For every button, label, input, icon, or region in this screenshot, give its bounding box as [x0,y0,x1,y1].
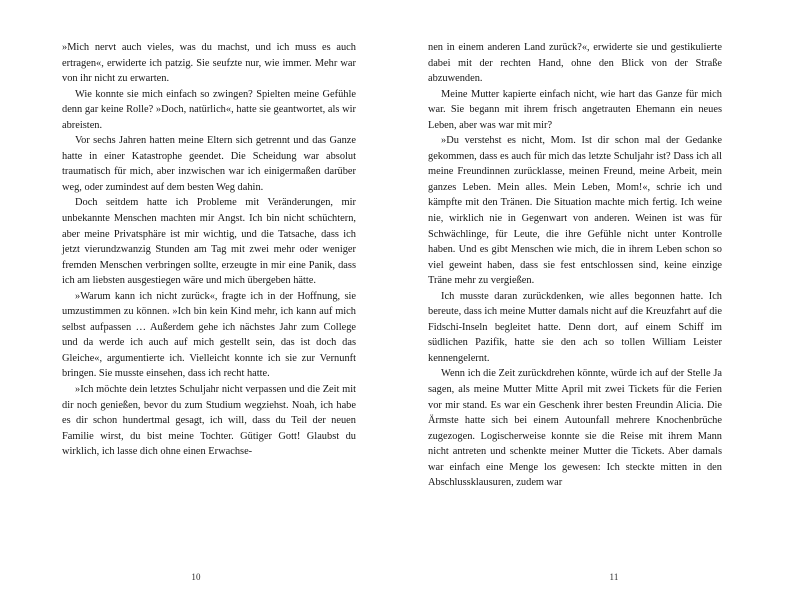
page-right [392,40,784,600]
left-page-text [62,40,356,460]
paragraph: »Mich nervt auch vieles, was du machst, und ich muss es auch ertragen«, erwiderte ich patzig. Sie seufzte nur, wie immer. Mehr war von ihr nicht zu erwarten. [62,42,356,85]
paragraph: Doch seitdem hatte ich Probleme mit Veränderungen, mir unbekannte Menschen machten mir Angst. Ich bin nicht schüchtern, aber meine Privatsphäre ist mir wichtig, und die Tatsache, dass ich jetzt vierundzwanzig Stunden am Tag mit zwei mehr oder weniger fremden Menschen verbringen sollte, erzeugte in mir eine Panik, dass ich am liebsten ausgestiegen wäre und mich übergeben hätte. [62,197,356,287]
paragraph: Ich musste daran zurückdenken, wie alles begonnen hatte. Ich bereute, dass ich meine Mutter damals nicht auf die Kreuzfahrt auf die Fidschi-Inseln begleitet hatte. Denn dort, auf einem Schiff im südlichen Pazifik, hatte sie den ach so tollen William Leister kennengelernt. [428,290,722,364]
paragraph: Vor sechs Jahren hatten meine Eltern sich getrennt und das Ganze hatte in einer Katastrophe geendet. Die Scheidung war absolut traumatisch für mich, aber inzwischen war ich einigermaßen darüber weg, oder zumindest auf dem besten Weg dahin. [62,135,356,193]
paragraph: »Ich möchte dein letztes Schuljahr nicht verpassen und die Zeit mit dir noch genießen, bevor du zum Studium wegziehst. Noah, ich habe es dir schon hundertmal gesagt, ich will, dass du Teil der neuen Familie wirst, du bist meine Tochter. Gütiger Gott! Glaubst du wirklich, ich lasse dich ohne einen Erwachse- [62,384,356,458]
paragraph: Wenn ich die Zeit zurückdrehen könnte, würde ich auf der Stelle Ja sagen, als meine Mutter Mitte April mit zwei Tickets für die Ferien vor mir stand. Es war ein Geschenk ihrer besten Freundin Alicia. Die Ärmste hatte sich bei einem Autounfall mehrere Knochenbrüche zugezogen. Logischerweise konnte sie die Reise mit ihrem Mann nicht antreten und schenkte meiner Mutter die Tickets. Aber damals war einfach eine Menge los gewesen: Ich steckte mitten in den Abschlussklausuren, zudem war [428,368,722,489]
page-number-left: 10 [191,572,201,582]
paragraph: »Du verstehst es nicht, Mom. Ist dir schon mal der Gedanke gekommen, dass es auch für mich das letzte Schuljahr ist? Dass ich all meine Freundinnen zurücklasse, meinen Freund, meine Arbeit, mein ganzes Leben. Mein alles. Mein Leben, Mom!«, schrie ich und kämpfte mit den Tränen. Die Situation machte mich fertig. Ich weine nie, wirklich nie in Gegenwart von anderen. Weinen ist was für Schwächlinge, für Leute, die ihre Gefühle nicht unter Kontrolle haben. Und es gibt Menschen wie mich, die in ihrem Leben schon so viel geweint haben, dass sie fest entschlossen sind, keine einzige Träne mehr zu vergießen. [428,135,722,287]
paragraph: »Warum kann ich nicht zurück«, fragte ich in der Hoffnung, sie umzustimmen zu können. »Ich bin kein Kind mehr, ich kann auf mich selbst aufpassen … Außerdem gehe ich nächstes Jahr zum College und da werde ich auch auf mich gestellt sein, das ist doch das Gleiche«, argumentierte ich. Vielleicht konnte ich sie zur Vernunft bringen. Sie musste einsehen, dass ich recht hatte. [62,290,356,380]
paragraph: nen in einem anderen Land zurück?«, erwiderte sie und gestikulierte dabei mit der rechten Hand, ohne den Blick von der Straße abzuwenden. [428,42,722,85]
page-number-right: 11 [609,572,619,582]
paragraph: Meine Mutter kapierte einfach nicht, wie hart das Ganze für mich war. Sie begann mit ihrem frisch angetrauten Ehemann ein neues Leben, aber was war mit mir? [428,88,722,131]
paragraph: Wie konnte sie mich einfach so zwingen? Spielten meine Gefühle denn gar keine Rolle? »Doch, natürlich«, hatte sie geantwortet, als wir abreisten. [62,88,356,131]
page-left [0,40,392,600]
right-page-text [428,40,722,491]
